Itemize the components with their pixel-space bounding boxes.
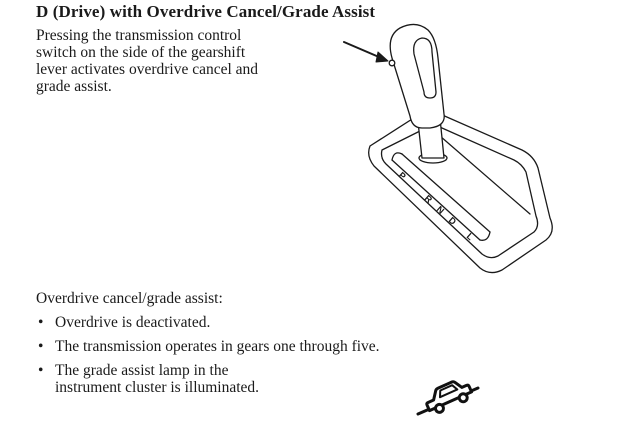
- intro-line: switch on the side of the gearshift: [36, 44, 246, 61]
- gear-label-n: N: [434, 204, 447, 216]
- gear-label-p: P: [396, 170, 408, 182]
- gear-label-r: R: [422, 193, 435, 205]
- bullet-icon: •: [38, 362, 44, 379]
- list-item: [36, 362, 380, 396]
- list-item-text: instrument cluster is illuminated.: [55, 379, 260, 396]
- section-heading: D (Drive) with Overdrive Cancel/Grade Assist: [36, 2, 376, 21]
- effects-title: Overdrive cancel/grade assist:: [36, 290, 223, 307]
- car-on-incline-icon: [414, 368, 484, 424]
- bullet-icon: •: [38, 314, 44, 331]
- list-item: [36, 338, 380, 355]
- intro-line: grade assist.: [36, 78, 112, 95]
- transmission-control-switch: [389, 60, 395, 66]
- effects-list: [36, 314, 380, 403]
- intro-paragraph: [36, 27, 326, 95]
- intro-line: Pressing the transmission control: [36, 27, 242, 44]
- gear-label-d: D: [446, 215, 459, 227]
- gear-label-l: L: [464, 231, 476, 243]
- list-item-text: The grade assist lamp in the: [55, 362, 229, 379]
- intro-line: lever activates overdrive cancel and: [36, 61, 259, 78]
- gearshift-lever-illustration: [330, 18, 570, 288]
- list-item-text: The transmission operates in gears one through five.: [55, 338, 380, 355]
- list-item-text: Overdrive is deactivated.: [55, 314, 211, 331]
- list-item: [36, 314, 380, 331]
- bullet-icon: •: [38, 338, 44, 355]
